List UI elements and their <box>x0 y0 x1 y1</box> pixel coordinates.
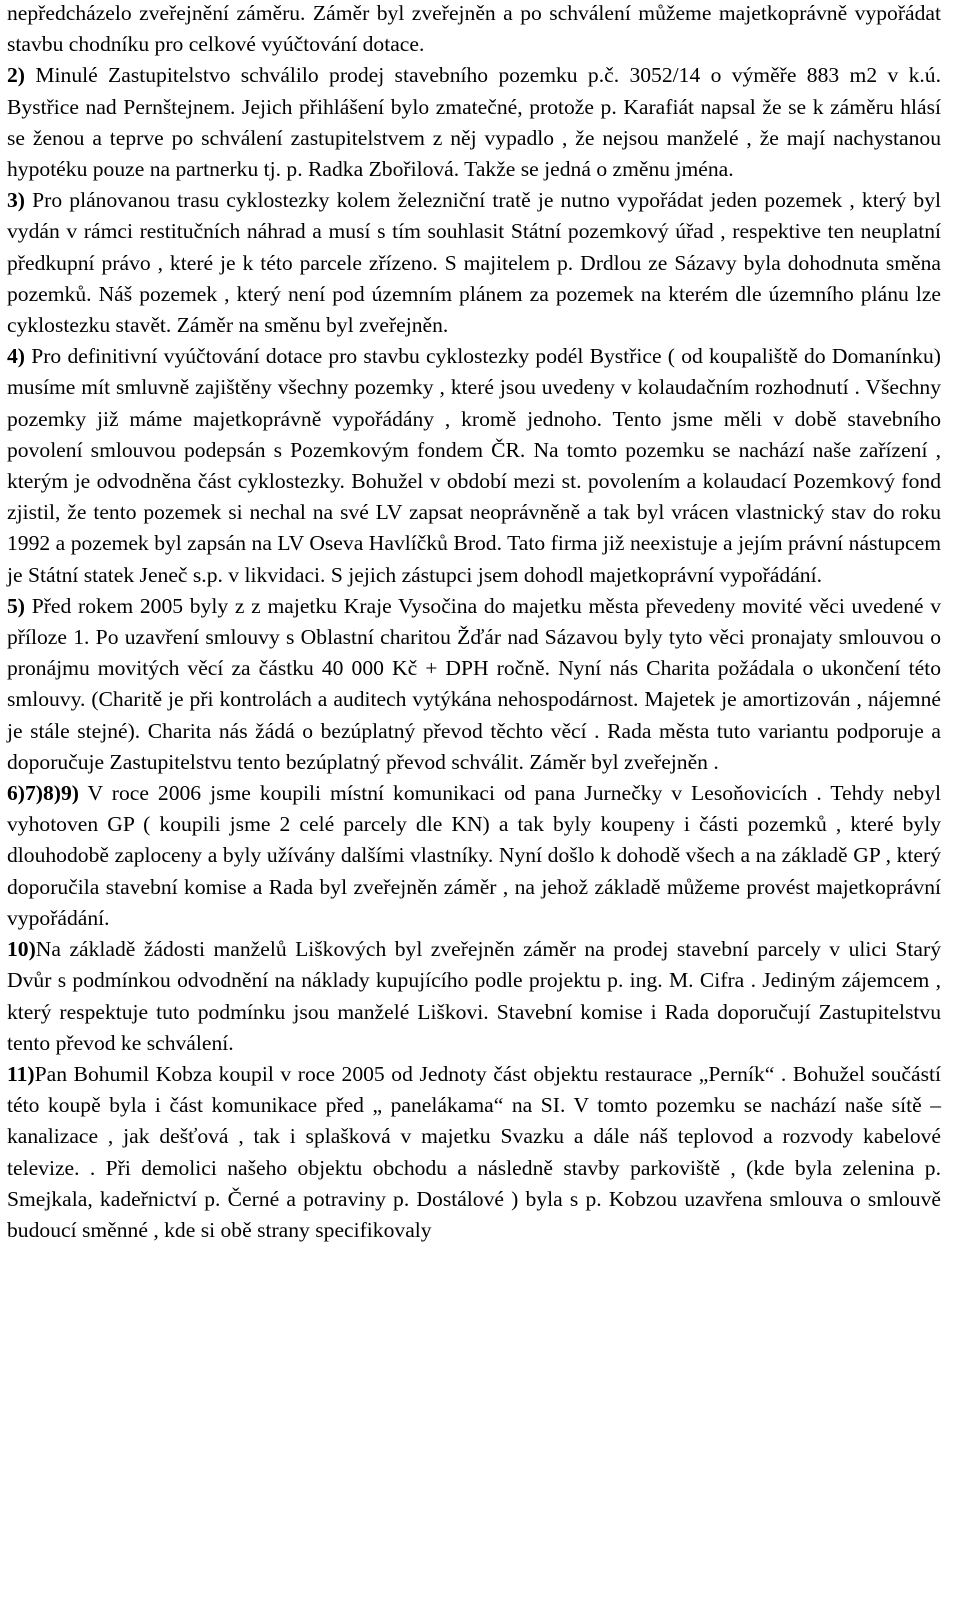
paragraph-8 <box>7 1059 941 1246</box>
paragraph-4-number: 4) <box>7 344 25 369</box>
paragraph-3 <box>7 185 941 341</box>
paragraph-2 <box>7 60 941 185</box>
paragraph-8-number: 11) <box>7 1061 35 1086</box>
document-page <box>7 0 941 1246</box>
paragraph-5-number: 5) <box>7 593 25 618</box>
paragraph-5-text: Před rokem 2005 byly z z majetku Kraje Vysočina do majetku města převedeny movité věci uvedené v příloze 1. Po uzavření smlouvy s Oblastní charitou Žďár nad Sázavou byly tyto věci pronajaty smlouvou o pronájmu movitých věcí za částku 40 000 Kč + DPH ročně. Nyní nás Charita požádala o ukončení této smlouvy. (Charitě je při kontrolách a auditech vytýkána nehospodárnost. Majetek je amortizován , nájemné je stále stejné). Charita nás žádá o bezúplatný převod těchto věcí . Rada města tuto variantu podporuje a doporučuje Zastupitelstvu tento bezúplatný převod schválit. Záměr byl zveřejněn . <box>7 593 941 774</box>
paragraph-6 <box>7 778 941 934</box>
paragraph-2-number: 2) <box>7 63 25 88</box>
paragraph-1-text: nepředcházelo zveřejnění záměru. Záměr byl zveřejněn a po schválení můžeme majetkoprávně vypořádat stavbu chodníku pro celkové vyúčtování dotace. <box>7 1 941 57</box>
paragraph-6-text: V roce 2006 jsme koupili místní komunikaci od pana Jurnečky v Lesoňovicích . Tehdy nebyl vyhotoven GP ( koupili jsme 2 celé parcely dle KN) a tak byly koupeny i části pozemků , které byly dlouhodobě zaploceny a byly užívány dalšími vlastníky. Nyní došlo k dohodě všech a na základě GP , který doporučila stavební komise a Rada byl zveřejněn záměr , na jehož základě můžeme provést majetkoprávní vypořádání. <box>7 781 941 930</box>
paragraph-3-text: Pro plánovanou trasu cyklostezky kolem železniční tratě je nutno vypořádat jeden pozemek , který byl vydán v rámci restitučních náhrad a musí s tím souhlasit Státní pozemkový úřad , respektive ten neuplatní předkupní právo , které je k této parcele zřízeno. S majitelem p. Drdlou ze Sázavy byla dohodnuta směna pozemků. Náš pozemek , který není pod územním plánem za pozemek na kterém dle územního plánu lze cyklostezku stavět. Záměr na směnu byl zveřejněn. <box>7 188 941 338</box>
paragraph-8-text: Pan Bohumil Kobza koupil v roce 2005 od Jednoty část objektu restaurace „Perník“ . Bohužel součástí této koupě byla i část komunikace před „ panelákama“ na SI. V tomto pozemku se nachází naše sítě – kanalizace , jak dešťová , tak i splašková v majetku Svazku a dále náš teplovod a rozvody kabelové televize. . Při demolici našeho objektu obchodu a následně stavby parkoviště , (kde byla zelenina p. Smejkala, kadeřnictví p. Černé a potraviny p. Dostálové ) byla s p. Kobzou uzavřena smlouva o smlouvě budoucí směnné , kde si obě strany specifikovaly <box>7 1061 941 1242</box>
paragraph-4-text: Pro definitivní vyúčtování dotace pro stavbu cyklostezky podél Bystřice ( od koupaliště do Domanínku) musíme mít smluvně zajištěny všechny pozemky , které jsou uvedeny v kolaudačním rozhodnutí . Všechny pozemky již máme majetkoprávně vypořádány , kromě jednoho. Tento jsme měli v době stavebního povolení smlouvou podepsán s Pozemkovým fondem ČR. Na tomto pozemku se nachází naše zařízení , kterým je odvodněna část cyklostezky. Bohužel v období mezi st. povolením a kolaudací Pozemkový fond zjistil, že tento pozemek si nechal na své LV zapsat neoprávněně a tak byl vrácen vlastnický stav do roku 1992 a pozemek byl zapsán na LV Oseva Havlíčků Brod. Tato firma již neexistuje a jejím právní nástupcem je Státní statek Jeneč s.p. v likvidaci. S jejich zástupci jsem dohodl majetkoprávní vypořádání. <box>7 344 941 587</box>
paragraph-5 <box>7 591 941 778</box>
paragraph-6-number: 6)7)8)9) <box>7 781 79 806</box>
paragraph-3-number: 3) <box>7 188 25 213</box>
paragraph-4 <box>7 341 941 591</box>
paragraph-7-number: 10) <box>7 937 36 962</box>
paragraph-2-text: Minulé Zastupitelstvo schválilo prodej stavebního pozemku p.č. 3052/14 o výměře 883 m2 v k.ú. Bystřice nad Pernštejnem. Jejich přihlášení bylo zmatečné, protože p. Karafiát napsal že se k záměru hlásí se ženou a teprve po schválení zastupitelstvem z něj vypadlo , že nejsou manželé , že mají nachystanou hypotéku pouze na partnerku tj. p. Radka Zbořilová. Takže se jedná o změnu jména. <box>7 63 941 182</box>
paragraph-7-text: Na základě žádosti manželů Liškových byl zveřejněn záměr na prodej stavební parcely v ulici Starý Dvůr s podmínkou odvodnění na náklady kupujícího podle projektu p. ing. M. Cifra . Jediným zájemcem , který respektuje tuto podmínku jsou manželé Liškovi. Stavební komise i Rada doporučují Zastupitelstvu tento převod ke schválení. <box>7 937 941 1055</box>
paragraph-1 <box>7 0 941 60</box>
paragraph-7 <box>7 934 941 1059</box>
